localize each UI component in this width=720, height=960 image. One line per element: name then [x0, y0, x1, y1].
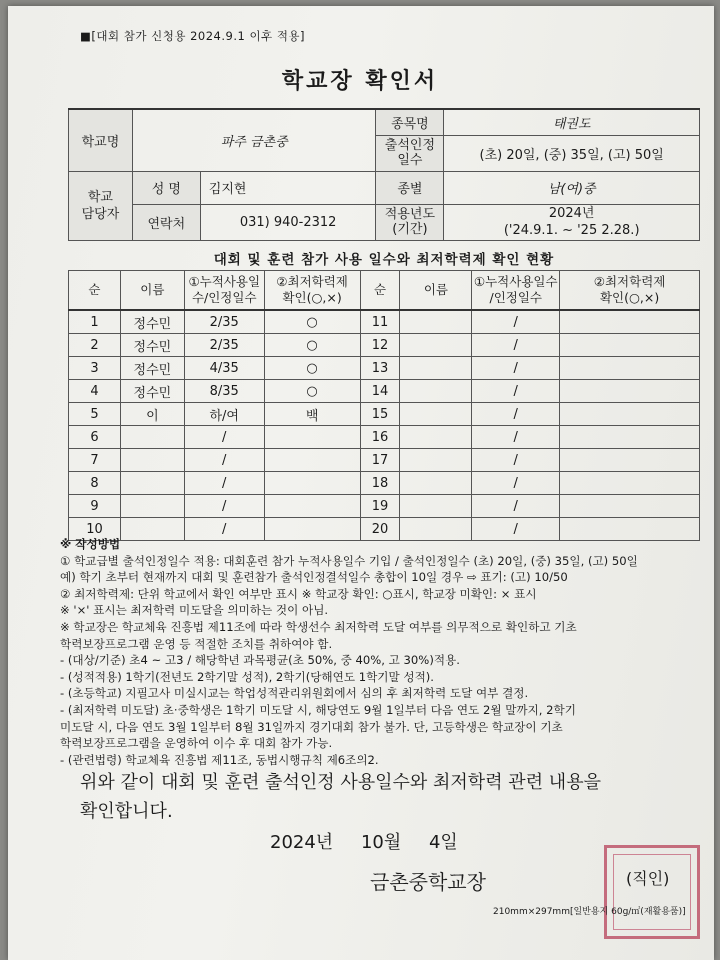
note-line: - (초등학교) 지필고사 미실시교는 학업성적관리위원회에서 심의 후 최저학력 도달 여부 결정.: [60, 686, 529, 701]
attendance-label-line1: 출석인정: [384, 138, 436, 153]
row-days: 2/35: [184, 334, 264, 357]
row-name-right: [400, 495, 472, 518]
sport-label: 종목명: [376, 109, 444, 135]
manager-label-line2: 담당자: [81, 206, 120, 222]
header-min-line1: ②최저학력제: [276, 274, 348, 289]
row-days: 하/여: [184, 403, 264, 426]
row-days-right: /: [472, 310, 560, 334]
manager-label: [69, 171, 133, 240]
row-min-check: ○: [264, 334, 360, 357]
row-name: 정수민: [120, 310, 184, 334]
note-line: 학력보장프로그램을 운영하여 이수 후 대회 참가 가능.: [60, 736, 333, 751]
school-value: 파주 금촌중: [132, 109, 376, 171]
row-min-check: 백: [264, 403, 360, 426]
header-min: [264, 271, 360, 311]
row-days: 2/35: [184, 310, 264, 334]
row-number-right: 11: [360, 310, 400, 334]
row-number: 10: [69, 518, 121, 541]
row-min-check: [264, 495, 360, 518]
signer-name: 금촌중학교장: [370, 870, 486, 894]
table-row: [69, 449, 700, 472]
row-number-right: 18: [360, 472, 400, 495]
row-days-right: /: [472, 426, 560, 449]
row-name: [120, 426, 184, 449]
note-line: 미도달 시, 다음 연도 3월 1일부터 8월 31일까지 경기대회 참가 불가. 단, 고등학생은 학교장이 기초: [60, 719, 563, 734]
row-name-right: [400, 472, 472, 495]
table-row: [69, 472, 700, 495]
row-min-check: [264, 449, 360, 472]
header-days: [184, 271, 264, 311]
date-month: 10월: [360, 832, 402, 853]
row-name-right: [400, 403, 472, 426]
row-min-check-right: [560, 426, 700, 449]
section-title: 대회 및 훈련 참가 사용 일수와 최저학력제 확인 현황: [213, 252, 555, 268]
row-min-check-right: [560, 472, 700, 495]
row-min-check-right: [560, 357, 700, 380]
row-name: 정수민: [120, 334, 184, 357]
row-min-check-right: [560, 310, 700, 334]
official-seal-stamp: [604, 845, 700, 939]
year-label-line2: (기간): [392, 222, 428, 237]
row-name-right: [400, 334, 472, 357]
row-name: 이: [120, 403, 184, 426]
header-name-right: 이름: [400, 271, 472, 311]
row-min-check-right: [560, 334, 700, 357]
school-label: 학교명: [69, 109, 133, 171]
row-min-check-right: [560, 449, 700, 472]
note-line: - (최저학력 미도달) 초·중학생은 1학기 미도달 시, 해당연도 9월 1일부터 다음 연도 2월 말까지, 2학기: [60, 702, 576, 717]
row-name: [120, 449, 184, 472]
header-min-right-line2: 확인(○,×): [599, 290, 660, 305]
table-row: [69, 357, 700, 380]
document-title: 학교장 확인서: [281, 69, 439, 94]
header-min-right: [560, 271, 700, 311]
table-row: [69, 334, 700, 357]
row-days: /: [184, 495, 264, 518]
table-row: [69, 426, 700, 449]
row-min-check: [264, 426, 360, 449]
year-value-line1: 2024년: [548, 206, 595, 221]
row-min-check-right: [560, 380, 700, 403]
row-days: /: [184, 472, 264, 495]
table-row: [69, 403, 700, 426]
table-row: [69, 310, 700, 334]
row-number-right: 12: [360, 334, 400, 357]
header-note: ■[대회 참가 신청용 2024.9.1 이후 적용]: [80, 29, 306, 43]
header-days-line2: 수/인정일수: [191, 290, 257, 305]
confirmation-line1: 위와 같이 대회 및 훈련 출석인정 사용일수와 최저학력 관련 내용을: [80, 772, 601, 793]
row-name-right: [400, 380, 472, 403]
issue-date: [270, 828, 480, 854]
row-days: /: [184, 518, 264, 541]
row-min-check-right: [560, 403, 700, 426]
row-number-right: 16: [360, 426, 400, 449]
row-number: 6: [69, 426, 121, 449]
note-line: - (대상/기준) 초4 ~ 고3 / 해당학년 과목평균(초 50%, 중 40%, 고 30%)적용.: [60, 653, 460, 668]
row-number: 4: [69, 380, 121, 403]
row-number: 5: [69, 403, 121, 426]
row-days-right: /: [472, 449, 560, 472]
row-days-right: /: [472, 357, 560, 380]
row-days: /: [184, 426, 264, 449]
row-number-right: 13: [360, 357, 400, 380]
note-line: ※ 학교장은 학교체육 진흥법 제11조에 따라 학생선수 최저학력 도달 여부를 의무적으로 확인하고 기초: [60, 619, 577, 634]
gender-value: 남(여)중: [444, 171, 700, 204]
info-table: [68, 108, 700, 241]
note-line: 예) 학기 초부터 현재까지 대회 및 훈련참가 출석인정결석일수 총합이 10일 경우 ⇨ 표기: (고) 10/50: [60, 570, 568, 585]
row-days-right: /: [472, 472, 560, 495]
row-name-right: [400, 426, 472, 449]
note-line: ② 최저학력제: 단위 학교에서 확인 여부만 표시 ※ 학교장 확인: ○표시, 학교장 미확인: × 표시: [60, 586, 537, 601]
note-line: - (관련법령) 학교체육 진흥법 제11조, 동법시행규칙 제6조의2.: [60, 752, 379, 767]
row-name: 정수민: [120, 357, 184, 380]
row-days: /: [184, 449, 264, 472]
year-label-line1: 적용년도: [384, 207, 436, 222]
row-days-right: /: [472, 380, 560, 403]
header-days-right: [472, 271, 560, 311]
row-number: 7: [69, 449, 121, 472]
attendance-label-line2: 일수: [397, 153, 423, 168]
name-value: 김지현: [200, 171, 376, 204]
header-days-right-line2: /인정일수: [489, 290, 542, 305]
year-value: [444, 204, 700, 240]
year-value-line2: ('24.9.1. ~ '25 2.28.): [503, 223, 640, 238]
row-number-right: 15: [360, 403, 400, 426]
row-days-right: /: [472, 518, 560, 541]
header-no: 순: [69, 271, 121, 311]
row-number: 2: [69, 334, 121, 357]
contact-label: 연락처: [132, 204, 200, 240]
note-line: ① 학교급별 출석인정일수 적용: 대회훈련 참가 누적사용일수 기입 / 출석인정일수 (초) 20일, (중) 35일, (고) 50일: [60, 553, 638, 568]
header-days-line1: ①누적사용일: [188, 274, 261, 289]
row-name-right: [400, 449, 472, 472]
instructions-notes: [60, 536, 700, 768]
row-name: [120, 472, 184, 495]
row-days: 4/35: [184, 357, 264, 380]
row-number: 8: [69, 472, 121, 495]
row-name: 정수민: [120, 380, 184, 403]
note-line: ※ '×' 표시는 최저학력 미도달을 의미하는 것이 아님.: [60, 603, 329, 618]
row-number-right: 19: [360, 495, 400, 518]
row-days-right: /: [472, 403, 560, 426]
row-min-check: [264, 472, 360, 495]
sport-value: 태권도: [444, 109, 700, 135]
row-number: 3: [69, 357, 121, 380]
row-number-right: 14: [360, 380, 400, 403]
participation-table: [68, 270, 700, 541]
header-name: 이름: [120, 271, 184, 311]
date-year: 2024년: [270, 832, 334, 853]
row-min-check-right: [560, 495, 700, 518]
header-min-line2: 확인(○,×): [282, 290, 342, 305]
year-label: [376, 204, 444, 240]
seal-label: (직인): [626, 869, 670, 888]
date-day: 4일: [428, 832, 458, 853]
table-row: [69, 495, 700, 518]
name-label: 성 명: [132, 171, 200, 204]
row-days: 8/35: [184, 380, 264, 403]
attendance-value: (초) 20일, (중) 35일, (고) 50일: [444, 135, 700, 171]
row-min-check: ○: [264, 380, 360, 403]
note-line: - (성적적용) 1학기(전년도 2학기말 성적), 2학기(당해연도 1학기말 성적).: [60, 669, 434, 684]
note-line: 학력보장프로그램 운영 등 적절한 조치를 취하여야 함.: [60, 636, 333, 651]
confirmation-line2: 확인합니다.: [80, 801, 173, 822]
row-name: [120, 495, 184, 518]
row-days-right: /: [472, 495, 560, 518]
row-number: 9: [69, 495, 121, 518]
manager-label-line1: 학교: [87, 189, 113, 205]
row-name-right: [400, 357, 472, 380]
row-name-right: [400, 310, 472, 334]
table-row: [69, 380, 700, 403]
confirmation-statement: [80, 768, 700, 826]
row-days-right: /: [472, 334, 560, 357]
row-min-check: ○: [264, 357, 360, 380]
header-no-right: 순: [360, 271, 400, 311]
paper-spec-footnote: 210mm×297mm[일반용지 60g/㎡(재활용품)]: [493, 907, 686, 917]
header-min-right-line1: ②최저학력제: [593, 274, 666, 289]
header-days-right-line1: ①누적사용일수: [473, 274, 558, 289]
contact-value: 031) 940-2312: [200, 204, 376, 240]
attendance-label: [376, 135, 444, 171]
gender-label: 종별: [376, 171, 444, 204]
row-number: 1: [69, 310, 121, 334]
note-line: ※ 작성방법: [60, 537, 121, 551]
row-number-right: 20: [360, 518, 400, 541]
row-number-right: 17: [360, 449, 400, 472]
row-min-check: ○: [264, 310, 360, 334]
